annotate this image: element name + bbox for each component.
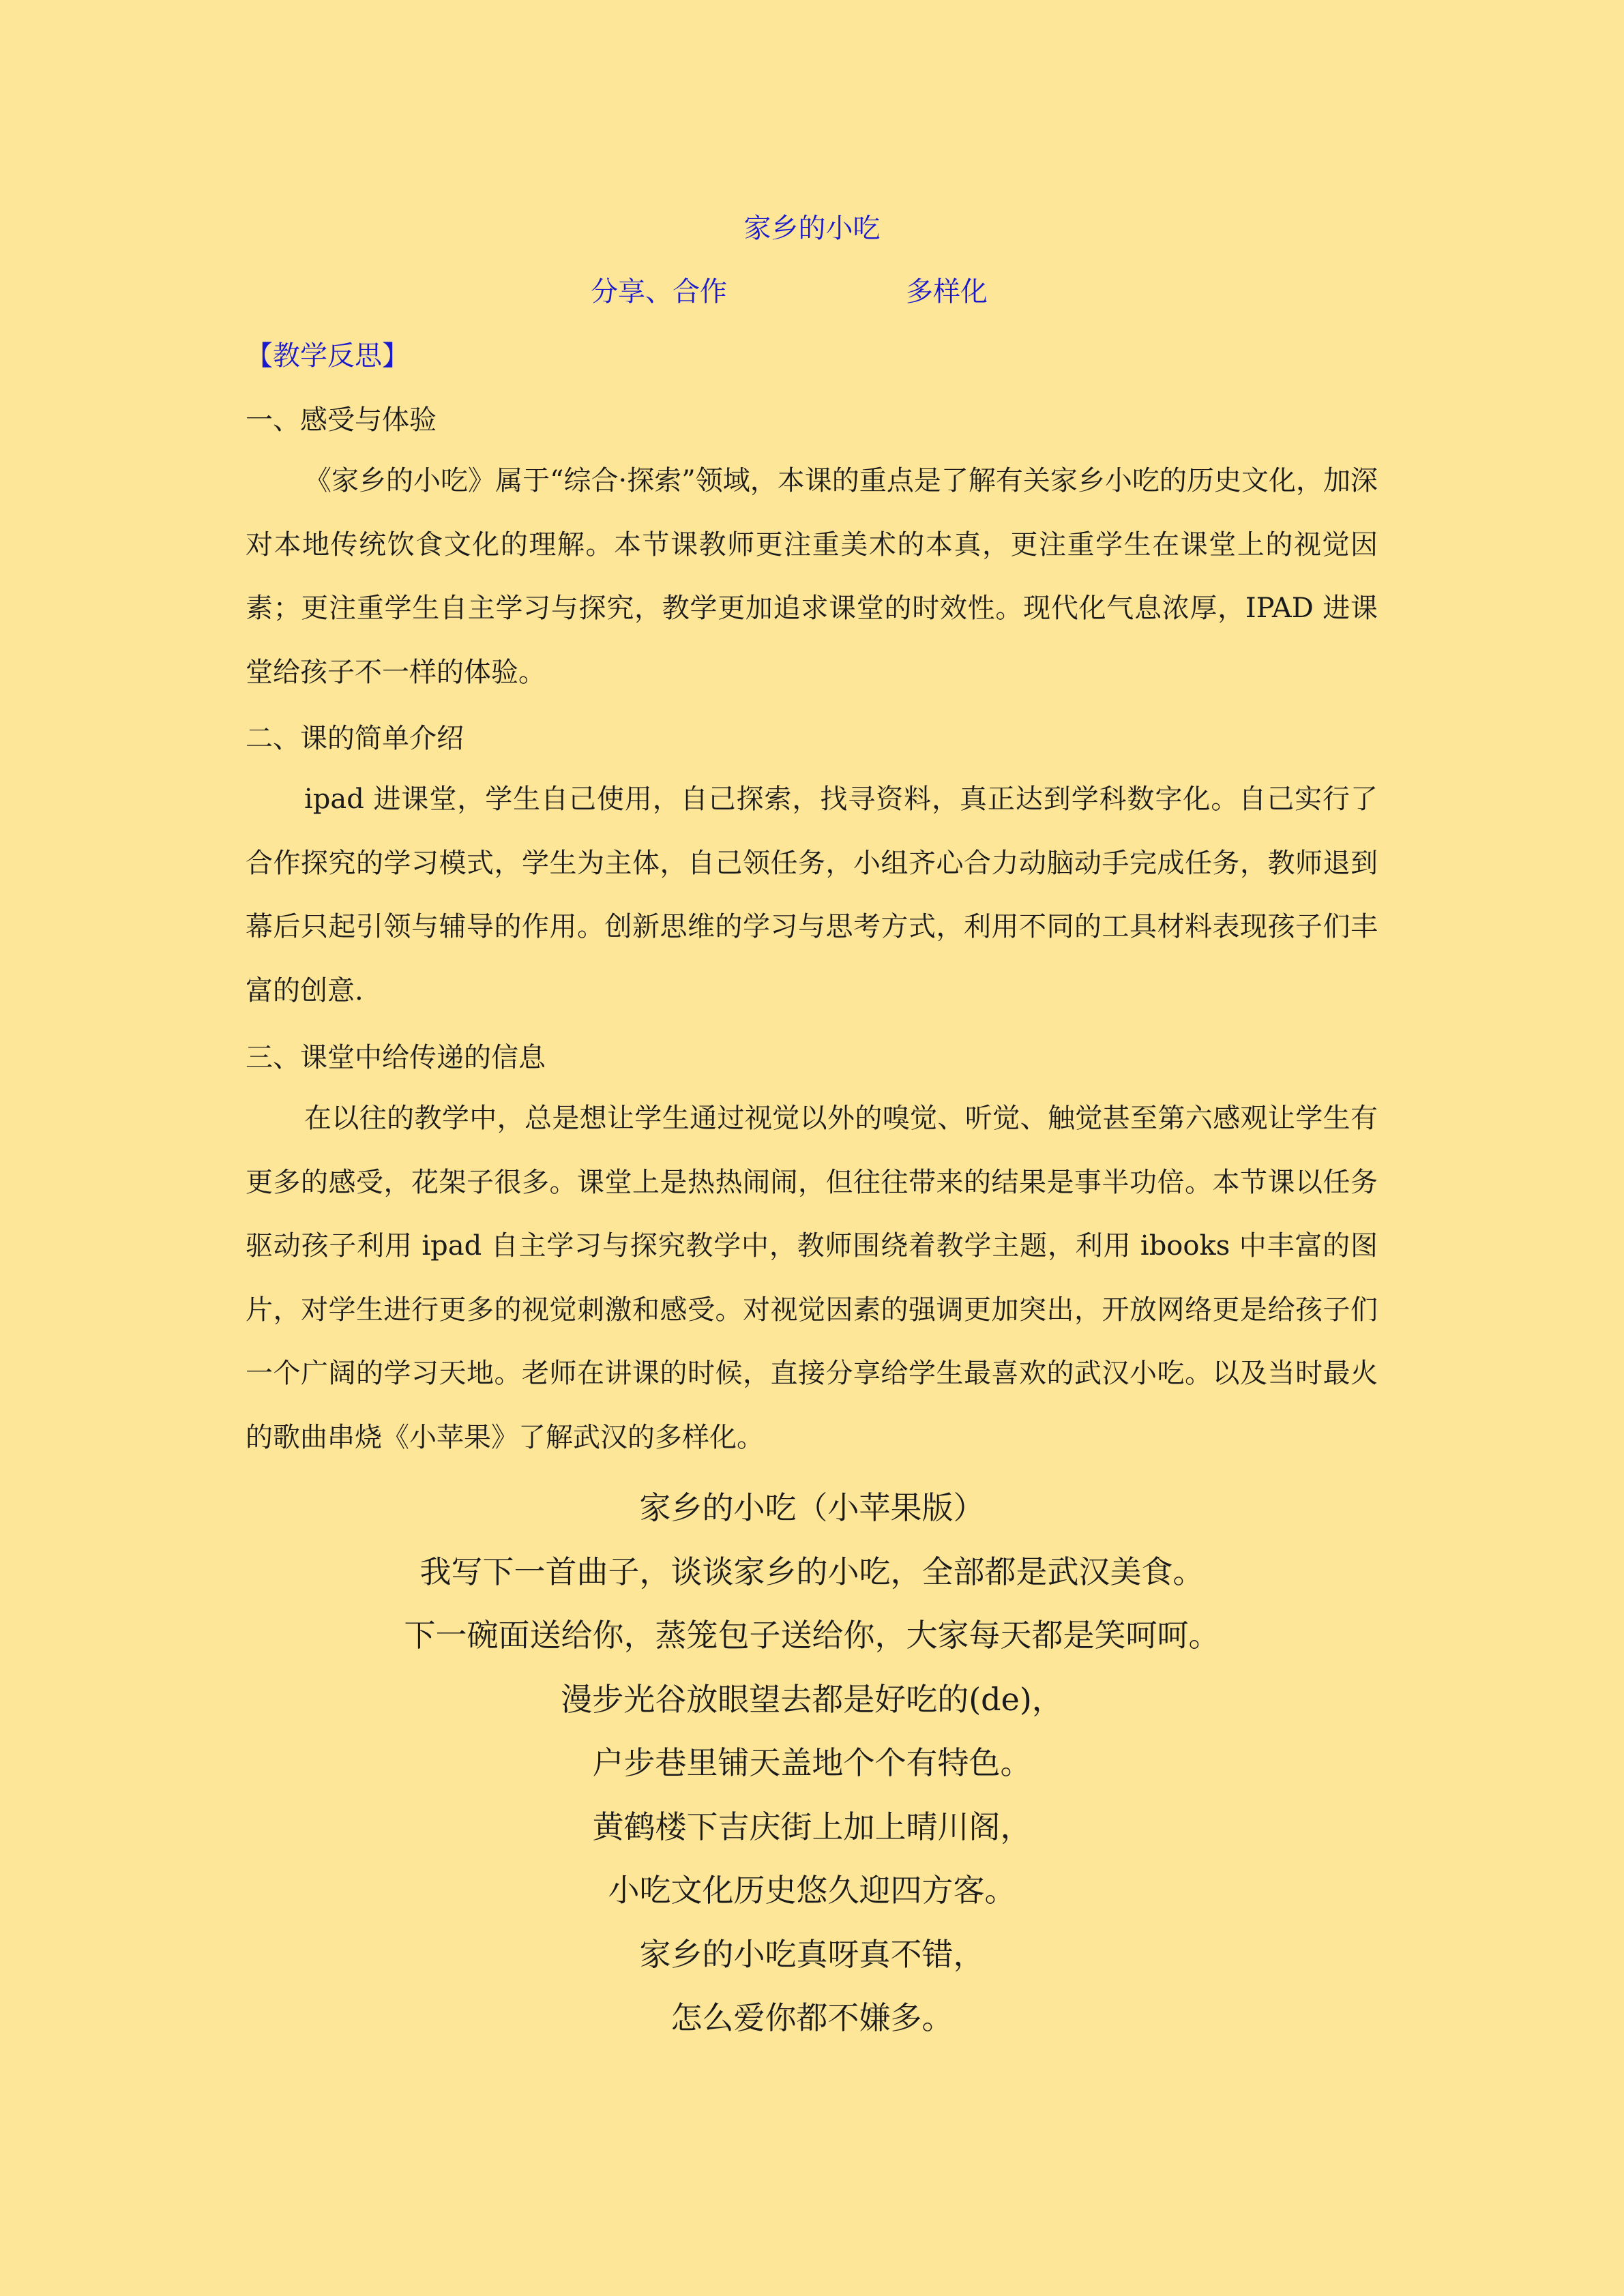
section-heading-2: 二、课的简单介绍 [246,723,464,754]
lyric-line: 我写下一首曲子，谈谈家乡的小吃，全部都是武汉美食。 [419,1553,1205,1590]
lyric-line: 家乡的小吃真呀真不错， [639,1935,985,1973]
document-title: 家乡的小吃 [743,213,881,244]
lyric-line: 下一碗面送给你，蒸笼包子送给你，大家每天都是笑呵呵。 [404,1617,1220,1654]
section-heading-3: 三、课堂中给传递的信息 [246,1042,546,1073]
section-paragraph-2: ipad 进课堂，学生自己使用，自己探索，找寻资料，真正达到学科数字化。自己实行了合作探究的学习模式，学生为主体，自己领任务，小组齐心合力动脑动手完成任务，教师退到幕后只起引领与辅导的作用。创新思维的学习与思考方式，利用不同的工具材料表现孩子们丰富的创意. [246,784,1378,1007]
lyric-line: 黄鹤楼下吉庆街上加上晴川阁， [592,1808,1032,1845]
lyric-line: 怎么爱你都不嫌多。 [670,1999,954,2036]
subtitle-right: 多样化 [906,276,988,308]
section-paragraph-1: 《家乡的小吃》属于“综合·探索”领域，本课的重点是了解有关家乡小吃的历史文化，加深对本地传统饮食文化的理解。本节课教师更注重美术的本真，更注重学生在课堂上的视觉因素；更注重学生自主学习与探究，教学更加追求课堂的时效性。现代化气息浓厚，IPAD 进课堂给孩子不一样的体验。 [246,465,1378,688]
song-lyrics [0,1476,1624,2051]
section-heading-1: 一、感受与体验 [246,404,437,436]
lyrics-title: 家乡的小吃（小苹果版） [639,1489,985,1526]
section-label: 【教学反思】 [246,340,409,372]
section-paragraph-3: 在以往的教学中，总是想让学生通过视觉以外的嗅觉、听觉、触觉甚至第六感观让学生有更多的感受，花架子很多。课堂上是热热闹闹，但往往带来的结果是事半功倍。本节课以任务驱动孩子利用 ipad 自主学习与探究教学中，教师围绕着教学主题，利用 ibooks 中丰富的图片，对学生进行更多的视觉刺激和感受。对视觉因素的强调更加突出，开放网络更是给孩子们一个广阔的学习天地。老师在讲课的时候，直接分享给学生最喜欢的武汉小吃。以及当时最火的歌曲串烧《小苹果》了解武汉的多样化。 [246,1103,1378,1453]
lyric-line: 小吃文化历史悠久迎四方客。 [608,1872,1016,1909]
lyric-line: 户步巷里铺天盖地个个有特色。 [592,1744,1032,1781]
subtitle-left: 分享、合作 [591,276,727,308]
lyric-line: 漫步光谷放眼望去都是好吃的(de)， [561,1680,1063,1718]
